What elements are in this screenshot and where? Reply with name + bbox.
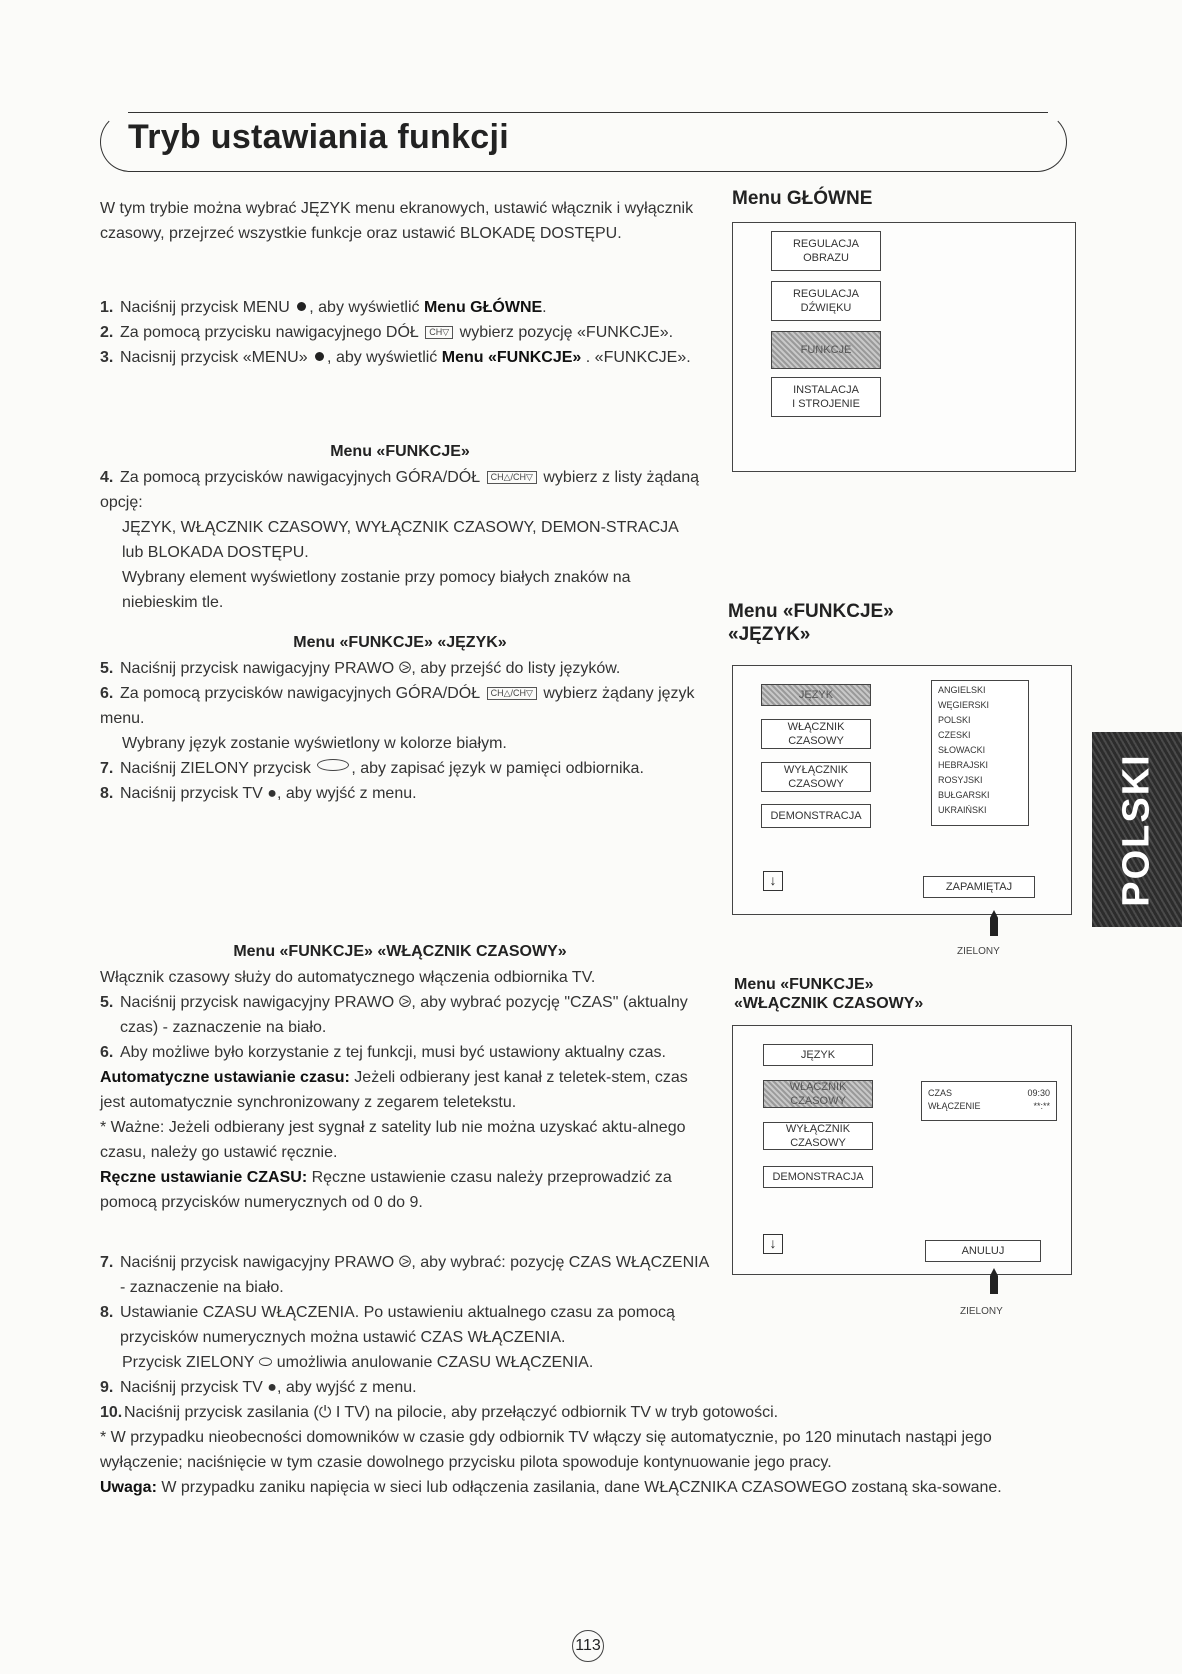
- menu-item-jezyk[interactable]: JĘZYK: [761, 684, 871, 706]
- list-item: 8. Ustawianie CZASU WŁĄCZENIA. Po ustawieniu aktualnego czasu za pomocą przycisków numerycznych można ustawić CZAS WŁĄCZENIA.: [100, 1304, 675, 1346]
- zielony-label: ZIELONY: [960, 1306, 1003, 1317]
- list-item[interactable]: WĘGIERSKI: [938, 700, 990, 710]
- down-arrow-icon: ↓: [763, 1234, 783, 1254]
- steps-wlacznik-2: 7. Naciśnij przycisk nawigacyjny PRAWO ⧁, aby wybrać: pozycję CZAS WŁĄCZENIA - zaznaczenie na biało. 8. Ustawianie CZASU WŁĄCZENIA. Po ustawieniu aktualnego czasu za pomocą przycisków numerycznych można ustawić CZAS WŁĄCZENIA. Przycisk ZIELONY ⬭ umożliwia anulowanie CZASU WŁĄCZENIA.: [100, 1250, 710, 1375]
- language-list[interactable]: [931, 680, 1029, 826]
- ch-down-key-icon: CH▽: [425, 326, 453, 339]
- zapamietaj-button[interactable]: ZAPAMIĘTAJ: [923, 876, 1035, 898]
- list-item: 7. Naciśnij przycisk nawigacyjny PRAWO ⧁, aby wybrać: pozycję CZAS WŁĄCZENIA - zaznaczenie na biało.: [100, 1254, 709, 1296]
- list-item: 2. Za pomocą przycisku nawigacyjnego DÓŁ CH▽ wybierz pozycję «FUNKCJE».: [100, 324, 674, 341]
- menu-item-wlacznik-czasowy[interactable]: WŁĄCZNIK CZASOWY: [761, 719, 871, 749]
- zielony-label: ZIELONY: [957, 946, 1000, 957]
- list-item: 3. Nacisnij przycisk «MENU» , aby wyświetlić Menu «FUNKCJE» . «FUNKCJE».: [100, 349, 691, 366]
- menu-item-funkcje[interactable]: FUNKCJE: [771, 331, 881, 369]
- list-item: 10. Naciśnij przycisk zasilania (⏻ I TV) na pilocie, aby przełączyć odbiornik TV w tryb gotowości.: [100, 1404, 779, 1421]
- menu-item-jezyk[interactable]: JĘZYK: [763, 1044, 873, 1066]
- subheading-wlacznik: Menu «FUNKCJE» «WŁĄCZNIK CZASOWY»: [233, 943, 567, 960]
- time-row: CZAS 09:30: [928, 1088, 1050, 1098]
- menu-jezyk-panel: [732, 665, 1072, 915]
- list-item: 9. Naciśnij przycisk TV ●, aby wyjść z menu.: [100, 1379, 417, 1396]
- steps-main-menu: [100, 295, 700, 370]
- page-title: Tryb ustawiania funkcji: [128, 118, 509, 156]
- menu-item-regulacja-obrazu[interactable]: REGULACJA OBRAZU: [771, 231, 881, 271]
- list-item[interactable]: ANGIELSKI: [938, 685, 986, 695]
- menu-item-regulacja-dzwieku[interactable]: REGULACJA DŹWIĘKU: [771, 281, 881, 321]
- list-item: 7. Naciśnij ZIELONY przycisk , aby zapisać język w pamięci odbiornika.: [100, 760, 644, 777]
- on-time-row: WŁĄCZENIE **:**: [928, 1101, 1050, 1111]
- list-item[interactable]: CZESKI: [938, 730, 971, 740]
- menu-item-wylacznik-czasowy[interactable]: WYŁĄCZNIK CZASOWY: [761, 762, 871, 792]
- menu-glowne-title: Menu GŁÓWNE: [732, 188, 873, 209]
- page-number: 113: [572, 1630, 604, 1662]
- menu-item-instalacja[interactable]: INSTALACJA I STROJENIE: [771, 377, 881, 417]
- anuluj-button[interactable]: ANULUJ: [925, 1240, 1041, 1262]
- list-item: 6. Za pomocą przycisków nawigacyjnych GÓRA/DÓŁ CH△/CH▽ wybierz żądany język menu.: [100, 685, 695, 727]
- menu-item-demonstracja[interactable]: DEMONSTRACJA: [763, 1166, 873, 1188]
- menu-button-icon: [315, 352, 324, 361]
- menu-wlacznik-title: Menu «FUNKCJE» «WŁĄCZNIK CZASOWY»: [734, 976, 924, 1012]
- list-item[interactable]: ROSYJSKI: [938, 775, 983, 785]
- list-item: 8. Naciśnij przycisk TV ●, aby wyjść z menu.: [100, 785, 417, 802]
- list-item[interactable]: SŁOWACKI: [938, 745, 986, 755]
- subheading-funkcje: Menu «FUNKCJE»: [330, 443, 470, 460]
- green-button-icon: [317, 759, 349, 771]
- step-4: 4. Za pomocą przycisków nawigacyjnych GÓRA/DÓŁ CH△/CH▽ wybierz z listy żądaną opcję: JĘZYK, WŁĄCZNIK CZASOWY, WYŁĄCZNIK CZASOWY, DEMON-STRACJA lub BLOKADA DOSTĘPU. Wybrany element wyświetlony zostanie przy pomocy białych znaków na niebieskim tle.: [100, 469, 699, 611]
- side-tab-label: POLSKI: [1115, 752, 1158, 907]
- down-arrow-icon: ↓: [763, 871, 783, 891]
- list-item: 5. Naciśnij przycisk nawigacyjny PRAWO ⧁, aby przejść do listy języków.: [100, 660, 621, 677]
- list-item[interactable]: BUŁGARSKI: [938, 790, 990, 800]
- list-item[interactable]: HEBRAJSKI: [938, 760, 989, 770]
- menu-button-icon: [297, 302, 306, 311]
- list-item: 1. Naciśnij przycisk MENU , aby wyświetlić Menu GŁÓWNE.: [100, 299, 547, 316]
- menu-wlacznik-panel: [732, 1025, 1072, 1275]
- list-item: 6. Aby możliwe było korzystanie z tej funkcji, musi być ustawiony aktualny czas.: [100, 1044, 666, 1061]
- menu-item-wylacznik-czasowy[interactable]: WYŁĄCZNIK CZASOWY: [763, 1122, 873, 1150]
- ch-updown-key-icon: CH△/CH▽: [487, 471, 537, 484]
- menu-jezyk-title: Menu «FUNKCJE» «JĘZYK»: [728, 601, 894, 645]
- list-item[interactable]: UKRAIŃSKI: [938, 805, 987, 815]
- language-side-tab: [1092, 732, 1182, 927]
- menu-glowne-panel: [732, 222, 1076, 472]
- section-wlacznik: Włącznik czasowy służy do automatycznego włączenia odbiornika TV. 5. Naciśnij przycisk nawigacyjny PRAWO ⧁, aby wybrać pozycję "CZAS" (aktualny czas) - zaznaczenie na biało. 6. Aby możliwe było korzystanie z tej funkcji, musi być ustawiony aktualny czas. Automatyczne ustawianie czasu: Jeżeli odbierany jest kanał z teletek-stem, czas jest automatycznie synchronizowany z zegarem teletekstu. * Ważne: Jeżeli odbierany jest sygnał z satelity lub nie można uzyskać aktu-alnego czasu, należy go ustawić ręcznie. Ręczne ustawianie CZASU: Ręczne ustawienie czasu należy przeprowadzić za pomocą przycisków numerycznych od 0 do 9.: [100, 965, 700, 1215]
- intro-paragraph: W tym trybie można wybrać JĘZYK menu ekranowych, ustawić włącznik i wyłącznik czasowy, przejrzeć wszystkie funkcje oraz ustawić BLOKADĘ DOSTĘPU.: [100, 200, 694, 242]
- subheading-jezyk: Menu «FUNKCJE» «JĘZYK»: [293, 634, 507, 651]
- timer-panel[interactable]: [921, 1081, 1057, 1121]
- ch-updown-key-icon: CH△/CH▽: [487, 687, 537, 700]
- menu-item-demonstracja[interactable]: DEMONSTRACJA: [761, 804, 871, 828]
- steps-jezyk: 5. Naciśnij przycisk nawigacyjny PRAWO ⧁, aby przejść do listy języków. 6. Za pomocą przycisków nawigacyjnych GÓRA/DÓŁ CH△/CH▽ wybierz żądany język menu. Wybrany język zostanie wyświetlony w kolorze białym. 7. Naciśnij ZIELONY przycisk , aby zapisać język w pamięci odbiornika. 8. Naciśnij przycisk TV ●, aby wyjść z menu.: [100, 656, 700, 806]
- list-item[interactable]: POLSKI: [938, 715, 971, 725]
- menu-item-wlacznik-czasowy[interactable]: WŁĄCZNIK CZASOWY: [763, 1080, 873, 1108]
- final-notes: 9. Naciśnij przycisk TV ●, aby wyjść z menu. 10. Naciśnij przycisk zasilania (⏻ I TV) na pilocie, aby przełączyć odbiornik TV w tryb gotowości. * W przypadku nieobecności domowników w czasie gdy odbiornik TV włączy się automatycznie, po 120 minutach nastąpi jego wyłączenie; naciśnięcie w tym czasie dowolnego przycisku pilota spowoduje kontynuowanie jego pracy. Uwaga: W przypadku zaniku napięcia w sieci lub odłączenia zasilania, dane WŁĄCZNIKA CZASOWEGO zostaną ska-sowane.: [100, 1375, 1075, 1500]
- list-item: 5. Naciśnij przycisk nawigacyjny PRAWO ⧁, aby wybrać pozycję "CZAS" (aktualny czas) - zaznaczenie na biało.: [100, 994, 688, 1036]
